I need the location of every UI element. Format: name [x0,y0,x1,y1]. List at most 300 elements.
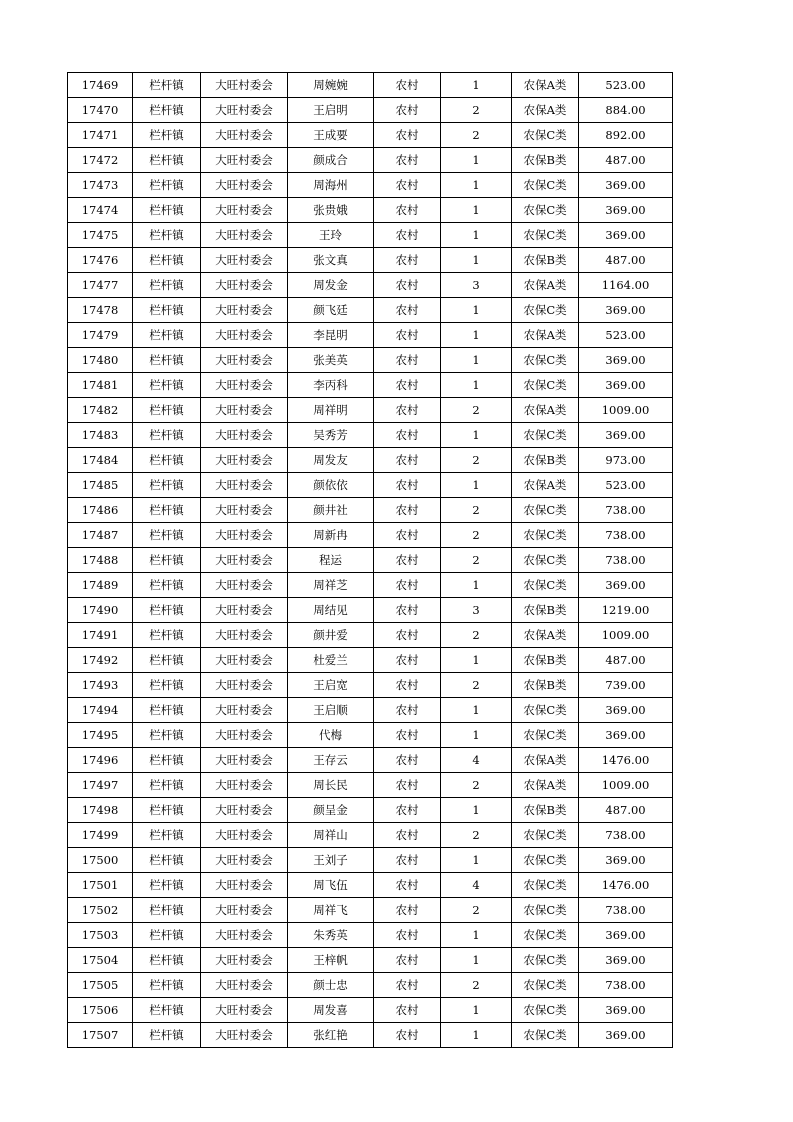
area-type-cell: 农村 [374,523,441,548]
household-count-cell: 1 [441,948,512,973]
amount-cell: 369.00 [579,698,673,723]
row-id-cell: 17481 [68,373,133,398]
town-cell: 栏杆镇 [133,473,201,498]
area-type-cell: 农村 [374,98,441,123]
table-row [68,348,673,373]
area-type-cell: 农村 [374,898,441,923]
insurance-class-cell: 农保B类 [512,248,579,273]
amount-cell: 369.00 [579,298,673,323]
name-cell: 王刘子 [288,848,374,873]
amount-cell: 369.00 [579,198,673,223]
town-cell: 栏杆镇 [133,173,201,198]
area-type-cell: 农村 [374,623,441,648]
village-committee-cell: 大旺村委会 [201,173,288,198]
amount-cell: 369.00 [579,348,673,373]
town-cell: 栏杆镇 [133,423,201,448]
area-type-cell: 农村 [374,973,441,998]
household-count-cell: 1 [441,723,512,748]
village-committee-cell: 大旺村委会 [201,98,288,123]
area-type-cell: 农村 [374,398,441,423]
name-cell: 王启宽 [288,673,374,698]
insurance-class-cell: 农保C类 [512,548,579,573]
village-committee-cell: 大旺村委会 [201,948,288,973]
town-cell: 栏杆镇 [133,723,201,748]
table-row [68,223,673,248]
insurance-class-cell: 农保A类 [512,623,579,648]
insurance-class-cell: 农保A类 [512,73,579,98]
table-row [68,148,673,173]
insurance-class-cell: 农保C类 [512,923,579,948]
town-cell: 栏杆镇 [133,298,201,323]
row-id-cell: 17483 [68,423,133,448]
amount-cell: 738.00 [579,823,673,848]
area-type-cell: 农村 [374,848,441,873]
insurance-class-cell: 农保C类 [512,898,579,923]
amount-cell: 523.00 [579,323,673,348]
area-type-cell: 农村 [374,748,441,773]
insurance-class-cell: 农保C类 [512,873,579,898]
table-row [68,173,673,198]
area-type-cell: 农村 [374,198,441,223]
row-id-cell: 17471 [68,123,133,148]
name-cell: 王梓帆 [288,948,374,973]
household-count-cell: 1 [441,473,512,498]
row-id-cell: 17491 [68,623,133,648]
table-row [68,948,673,973]
table-row [68,748,673,773]
row-id-cell: 17505 [68,973,133,998]
name-cell: 周结见 [288,598,374,623]
amount-cell: 973.00 [579,448,673,473]
table-row [68,823,673,848]
household-count-cell: 1 [441,323,512,348]
name-cell: 颜成合 [288,148,374,173]
town-cell: 栏杆镇 [133,573,201,598]
household-count-cell: 2 [441,773,512,798]
area-type-cell: 农村 [374,73,441,98]
table-row [68,248,673,273]
town-cell: 栏杆镇 [133,198,201,223]
table-row [68,773,673,798]
area-type-cell: 农村 [374,873,441,898]
insurance-class-cell: 农保B类 [512,148,579,173]
name-cell: 周发喜 [288,998,374,1023]
amount-cell: 369.00 [579,1023,673,1048]
town-cell: 栏杆镇 [133,398,201,423]
table-row [68,573,673,598]
household-count-cell: 4 [441,873,512,898]
town-cell: 栏杆镇 [133,223,201,248]
insurance-class-cell: 农保B类 [512,448,579,473]
village-committee-cell: 大旺村委会 [201,548,288,573]
insurance-class-cell: 农保C类 [512,573,579,598]
village-committee-cell: 大旺村委会 [201,748,288,773]
row-id-cell: 17488 [68,548,133,573]
insurance-class-cell: 农保B类 [512,598,579,623]
town-cell: 栏杆镇 [133,98,201,123]
row-id-cell: 17490 [68,598,133,623]
table-row [68,323,673,348]
area-type-cell: 农村 [374,773,441,798]
table-row [68,473,673,498]
household-count-cell: 1 [441,573,512,598]
amount-cell: 369.00 [579,173,673,198]
row-id-cell: 17502 [68,898,133,923]
amount-cell: 369.00 [579,573,673,598]
row-id-cell: 17500 [68,848,133,873]
amount-cell: 884.00 [579,98,673,123]
insurance-class-cell: 农保A类 [512,323,579,348]
town-cell: 栏杆镇 [133,873,201,898]
insurance-class-cell: 农保C类 [512,848,579,873]
household-count-cell: 2 [441,673,512,698]
town-cell: 栏杆镇 [133,648,201,673]
amount-cell: 523.00 [579,473,673,498]
village-committee-cell: 大旺村委会 [201,773,288,798]
amount-cell: 739.00 [579,673,673,698]
table-row [68,548,673,573]
records-table [67,72,673,1048]
insurance-class-cell: 农保C类 [512,123,579,148]
area-type-cell: 农村 [374,998,441,1023]
area-type-cell: 农村 [374,323,441,348]
household-count-cell: 1 [441,223,512,248]
name-cell: 张美英 [288,348,374,373]
name-cell: 周新冉 [288,523,374,548]
amount-cell: 487.00 [579,798,673,823]
name-cell: 颜井社 [288,498,374,523]
town-cell: 栏杆镇 [133,123,201,148]
town-cell: 栏杆镇 [133,998,201,1023]
row-id-cell: 17506 [68,998,133,1023]
table-row [68,623,673,648]
insurance-class-cell: 农保C类 [512,973,579,998]
town-cell: 栏杆镇 [133,973,201,998]
row-id-cell: 17486 [68,498,133,523]
table-row [68,98,673,123]
name-cell: 李昆明 [288,323,374,348]
household-count-cell: 2 [441,498,512,523]
area-type-cell: 农村 [374,148,441,173]
name-cell: 周长民 [288,773,374,798]
amount-cell: 1476.00 [579,748,673,773]
insurance-class-cell: 农保C类 [512,723,579,748]
insurance-class-cell: 农保A类 [512,273,579,298]
household-count-cell: 1 [441,1023,512,1048]
village-committee-cell: 大旺村委会 [201,148,288,173]
amount-cell: 1009.00 [579,623,673,648]
insurance-class-cell: 农保B类 [512,673,579,698]
area-type-cell: 农村 [374,173,441,198]
records-table-body [68,73,673,1048]
table-row [68,848,673,873]
household-count-cell: 1 [441,998,512,1023]
town-cell: 栏杆镇 [133,148,201,173]
amount-cell: 369.00 [579,423,673,448]
table-row [68,923,673,948]
table-row [68,373,673,398]
town-cell: 栏杆镇 [133,748,201,773]
household-count-cell: 1 [441,198,512,223]
insurance-class-cell: 农保A类 [512,773,579,798]
amount-cell: 369.00 [579,848,673,873]
village-committee-cell: 大旺村委会 [201,398,288,423]
table-row [68,998,673,1023]
name-cell: 程运 [288,548,374,573]
row-id-cell: 17479 [68,323,133,348]
village-committee-cell: 大旺村委会 [201,973,288,998]
name-cell: 周祥山 [288,823,374,848]
row-id-cell: 17485 [68,473,133,498]
amount-cell: 369.00 [579,998,673,1023]
village-committee-cell: 大旺村委会 [201,298,288,323]
amount-cell: 487.00 [579,148,673,173]
village-committee-cell: 大旺村委会 [201,798,288,823]
town-cell: 栏杆镇 [133,673,201,698]
row-id-cell: 17482 [68,398,133,423]
table-row [68,1023,673,1048]
town-cell: 栏杆镇 [133,373,201,398]
amount-cell: 1219.00 [579,598,673,623]
area-type-cell: 农村 [374,648,441,673]
area-type-cell: 农村 [374,223,441,248]
table-row [68,298,673,323]
area-type-cell: 农村 [374,123,441,148]
name-cell: 张红艳 [288,1023,374,1048]
amount-cell: 1009.00 [579,398,673,423]
household-count-cell: 3 [441,273,512,298]
area-type-cell: 农村 [374,423,441,448]
village-committee-cell: 大旺村委会 [201,523,288,548]
village-committee-cell: 大旺村委会 [201,573,288,598]
row-id-cell: 17487 [68,523,133,548]
amount-cell: 892.00 [579,123,673,148]
area-type-cell: 农村 [374,923,441,948]
household-count-cell: 1 [441,798,512,823]
insurance-class-cell: 农保C类 [512,223,579,248]
village-committee-cell: 大旺村委会 [201,898,288,923]
insurance-class-cell: 农保A类 [512,398,579,423]
household-count-cell: 1 [441,698,512,723]
village-committee-cell: 大旺村委会 [201,323,288,348]
row-id-cell: 17480 [68,348,133,373]
town-cell: 栏杆镇 [133,623,201,648]
village-committee-cell: 大旺村委会 [201,473,288,498]
name-cell: 吴秀芳 [288,423,374,448]
household-count-cell: 2 [441,123,512,148]
town-cell: 栏杆镇 [133,73,201,98]
name-cell: 杜爱兰 [288,648,374,673]
village-committee-cell: 大旺村委会 [201,673,288,698]
table-row [68,73,673,98]
village-committee-cell: 大旺村委会 [201,123,288,148]
amount-cell: 1164.00 [579,273,673,298]
area-type-cell: 农村 [374,373,441,398]
area-type-cell: 农村 [374,598,441,623]
household-count-cell: 3 [441,598,512,623]
table-row [68,698,673,723]
area-type-cell: 农村 [374,448,441,473]
area-type-cell: 农村 [374,948,441,973]
name-cell: 周发金 [288,273,374,298]
insurance-class-cell: 农保C类 [512,698,579,723]
table-row [68,423,673,448]
town-cell: 栏杆镇 [133,823,201,848]
name-cell: 王成要 [288,123,374,148]
name-cell: 张文真 [288,248,374,273]
insurance-class-cell: 农保A类 [512,473,579,498]
village-committee-cell: 大旺村委会 [201,723,288,748]
row-id-cell: 17497 [68,773,133,798]
village-committee-cell: 大旺村委会 [201,348,288,373]
amount-cell: 369.00 [579,923,673,948]
insurance-class-cell: 农保C类 [512,373,579,398]
name-cell: 颜呈金 [288,798,374,823]
village-committee-cell: 大旺村委会 [201,1023,288,1048]
area-type-cell: 农村 [374,298,441,323]
town-cell: 栏杆镇 [133,798,201,823]
area-type-cell: 农村 [374,548,441,573]
name-cell: 颜井爱 [288,623,374,648]
town-cell: 栏杆镇 [133,698,201,723]
household-count-cell: 1 [441,923,512,948]
area-type-cell: 农村 [374,248,441,273]
table-row [68,198,673,223]
row-id-cell: 17475 [68,223,133,248]
name-cell: 周飞伍 [288,873,374,898]
household-count-cell: 4 [441,748,512,773]
household-count-cell: 2 [441,623,512,648]
town-cell: 栏杆镇 [133,548,201,573]
row-id-cell: 17501 [68,873,133,898]
village-committee-cell: 大旺村委会 [201,248,288,273]
amount-cell: 369.00 [579,223,673,248]
table-row [68,523,673,548]
amount-cell: 1009.00 [579,773,673,798]
insurance-class-cell: 农保C类 [512,173,579,198]
village-committee-cell: 大旺村委会 [201,73,288,98]
row-id-cell: 17498 [68,798,133,823]
area-type-cell: 农村 [374,823,441,848]
row-id-cell: 17478 [68,298,133,323]
area-type-cell: 农村 [374,698,441,723]
town-cell: 栏杆镇 [133,1023,201,1048]
area-type-cell: 农村 [374,673,441,698]
town-cell: 栏杆镇 [133,898,201,923]
village-committee-cell: 大旺村委会 [201,198,288,223]
table-row [68,498,673,523]
village-committee-cell: 大旺村委会 [201,698,288,723]
town-cell: 栏杆镇 [133,273,201,298]
village-committee-cell: 大旺村委会 [201,998,288,1023]
insurance-class-cell: 农保B类 [512,648,579,673]
amount-cell: 487.00 [579,648,673,673]
name-cell: 周祥芝 [288,573,374,598]
insurance-class-cell: 农保C类 [512,298,579,323]
insurance-class-cell: 农保C类 [512,498,579,523]
area-type-cell: 农村 [374,798,441,823]
area-type-cell: 农村 [374,498,441,523]
row-id-cell: 17494 [68,698,133,723]
table-row [68,723,673,748]
table-row [68,973,673,998]
village-committee-cell: 大旺村委会 [201,923,288,948]
area-type-cell: 农村 [374,1023,441,1048]
amount-cell: 487.00 [579,248,673,273]
village-committee-cell: 大旺村委会 [201,823,288,848]
table-row [68,798,673,823]
row-id-cell: 17473 [68,173,133,198]
household-count-cell: 1 [441,423,512,448]
name-cell: 张贵娥 [288,198,374,223]
village-committee-cell: 大旺村委会 [201,273,288,298]
name-cell: 周祥明 [288,398,374,423]
village-committee-cell: 大旺村委会 [201,373,288,398]
row-id-cell: 17499 [68,823,133,848]
table-row [68,598,673,623]
household-count-cell: 1 [441,848,512,873]
household-count-cell: 1 [441,298,512,323]
insurance-class-cell: 农保A类 [512,748,579,773]
insurance-class-cell: 农保C类 [512,198,579,223]
village-committee-cell: 大旺村委会 [201,598,288,623]
amount-cell: 738.00 [579,498,673,523]
row-id-cell: 17474 [68,198,133,223]
area-type-cell: 农村 [374,473,441,498]
row-id-cell: 17493 [68,673,133,698]
name-cell: 周婉婉 [288,73,374,98]
household-count-cell: 2 [441,973,512,998]
household-count-cell: 2 [441,523,512,548]
row-id-cell: 17469 [68,73,133,98]
household-count-cell: 1 [441,373,512,398]
name-cell: 颜依依 [288,473,374,498]
row-id-cell: 17504 [68,948,133,973]
amount-cell: 369.00 [579,948,673,973]
name-cell: 颜士忠 [288,973,374,998]
table-row [68,273,673,298]
village-committee-cell: 大旺村委会 [201,623,288,648]
village-committee-cell: 大旺村委会 [201,223,288,248]
name-cell: 周祥飞 [288,898,374,923]
insurance-class-cell: 农保C类 [512,1023,579,1048]
table-row [68,873,673,898]
amount-cell: 1476.00 [579,873,673,898]
household-count-cell: 1 [441,248,512,273]
row-id-cell: 17470 [68,98,133,123]
name-cell: 王启顺 [288,698,374,723]
area-type-cell: 农村 [374,723,441,748]
area-type-cell: 农村 [374,273,441,298]
household-count-cell: 1 [441,73,512,98]
row-id-cell: 17507 [68,1023,133,1048]
table-row [68,123,673,148]
village-committee-cell: 大旺村委会 [201,498,288,523]
table-row [68,898,673,923]
household-count-cell: 1 [441,173,512,198]
household-count-cell: 2 [441,398,512,423]
household-count-cell: 2 [441,548,512,573]
row-id-cell: 17489 [68,573,133,598]
insurance-class-cell: 农保C类 [512,998,579,1023]
town-cell: 栏杆镇 [133,773,201,798]
name-cell: 颜飞廷 [288,298,374,323]
town-cell: 栏杆镇 [133,248,201,273]
row-id-cell: 17496 [68,748,133,773]
insurance-class-cell: 农保C类 [512,348,579,373]
insurance-class-cell: 农保C类 [512,523,579,548]
row-id-cell: 17503 [68,923,133,948]
